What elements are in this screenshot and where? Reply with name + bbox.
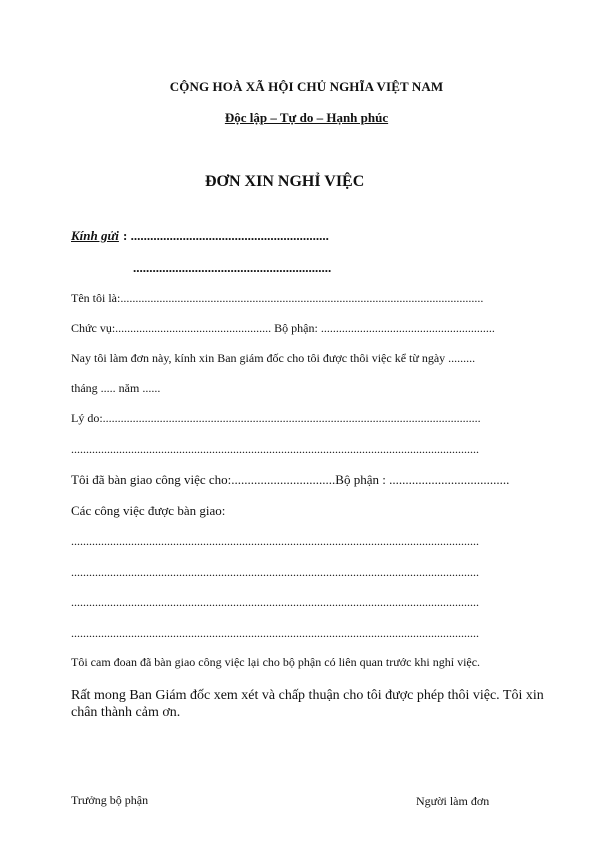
position-department-field: Chức vụ:.................................................... Bộ phận: .......................................................... <box>71 321 495 335</box>
closing-paragraph: Rất mong Ban Giám đốc xem xét và chấp thuận cho tôi được phép thôi việc. Tôi xin chân thành cảm ơn. <box>71 688 544 720</box>
request-line-2: tháng ..... năm ...... <box>71 381 161 395</box>
reason-line-2: ........................................................................................................................................ <box>71 442 479 456</box>
task-line-3: ........................................................................................................................................ <box>71 595 479 609</box>
document-title: ĐƠN XIN NGHỈ VIỆC <box>205 173 365 190</box>
name-field: Tên tôi là:......................................................................................................................... <box>71 291 484 305</box>
recipient-label: Kính gửi <box>71 228 119 243</box>
recipient-line-1: : ............................................................. <box>123 228 329 243</box>
department-head-signature-label: Trưởng bộ phận <box>71 793 149 807</box>
tasks-label: Các công việc được bàn giao: <box>71 503 226 518</box>
nation-heading: CỘNG HOÀ XÃ HỘI CHỦ NGHĨA VIỆT NAM <box>169 79 444 94</box>
recipient-line-2: ............................................................. <box>133 260 332 275</box>
applicant-signature-label: Người làm đơn <box>416 794 490 808</box>
motto-heading: Độc lập – Tự do – Hạnh phúc <box>224 110 389 125</box>
request-line-1: Nay tôi làm đơn này, kính xin Ban giám đốc cho tôi được thôi việc kể từ ngày ......... <box>71 351 476 365</box>
handover-field: Tôi đã bàn giao công việc cho:................................Bộ phận : ..................................... <box>71 472 510 487</box>
task-line-4: ........................................................................................................................................ <box>71 626 479 640</box>
task-line-2: ........................................................................................................................................ <box>71 565 479 579</box>
commitment-statement: Tôi cam đoan đã bàn giao công việc lại cho bộ phận có liên quan trước khi nghỉ việc. <box>71 655 481 669</box>
task-line-1: ........................................................................................................................................ <box>71 534 479 548</box>
reason-line-1: Lý do:.............................................................................................................................. <box>71 411 481 425</box>
